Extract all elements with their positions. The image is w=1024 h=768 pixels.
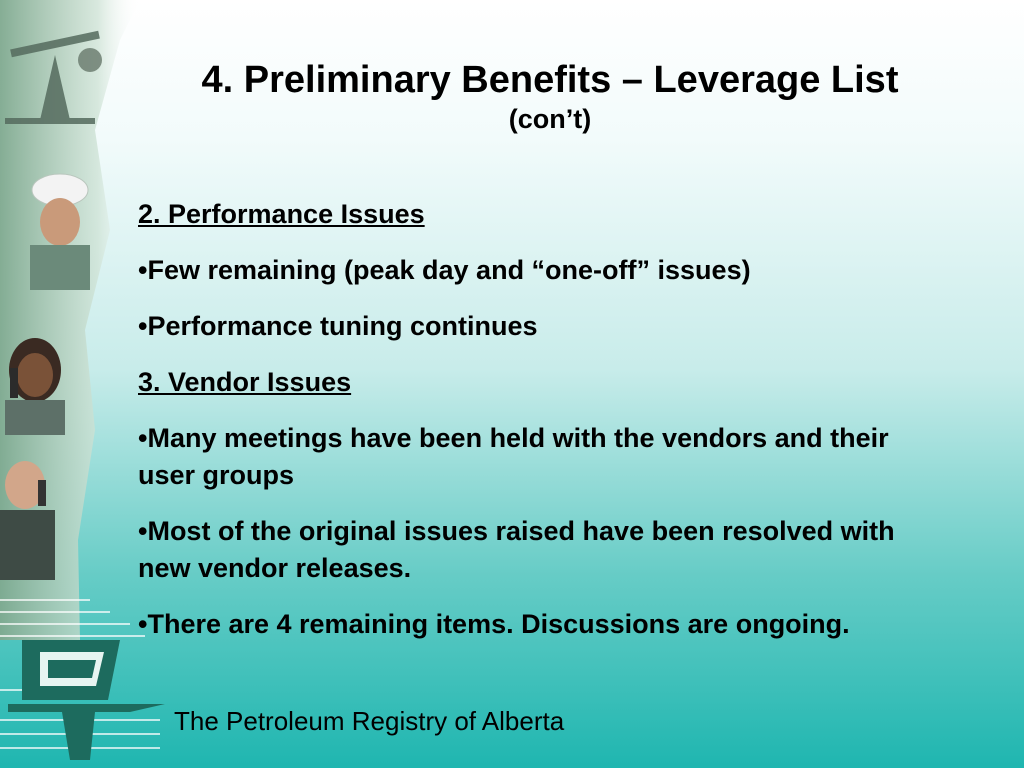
bullet-item: •Many meetings have been held with the vendors and their user groups	[138, 423, 889, 490]
bullet-item: •Performance tuning continues	[138, 311, 538, 341]
bullet-item: •Most of the original issues raised have been resolved with new vendor releases.	[138, 516, 895, 583]
section-heading-performance: 2. Performance Issues	[138, 199, 425, 229]
title-block	[160, 58, 940, 136]
bullet-item: •Few remaining (peak day and “one-off” issues)	[138, 255, 751, 285]
section-heading-vendor: 3. Vendor Issues	[138, 367, 352, 397]
slide-title: 4. Preliminary Benefits – Leverage List	[201, 59, 899, 101]
slide-subtitle: (con’t)	[508, 104, 592, 134]
footer-organization-name: The Petroleum Registry of Alberta	[174, 706, 565, 736]
woman-phone-portrait	[5, 338, 65, 435]
bullet-item: •There are 4 remaining items. Discussions are ongoing.	[138, 609, 850, 639]
slide-body	[138, 196, 948, 662]
